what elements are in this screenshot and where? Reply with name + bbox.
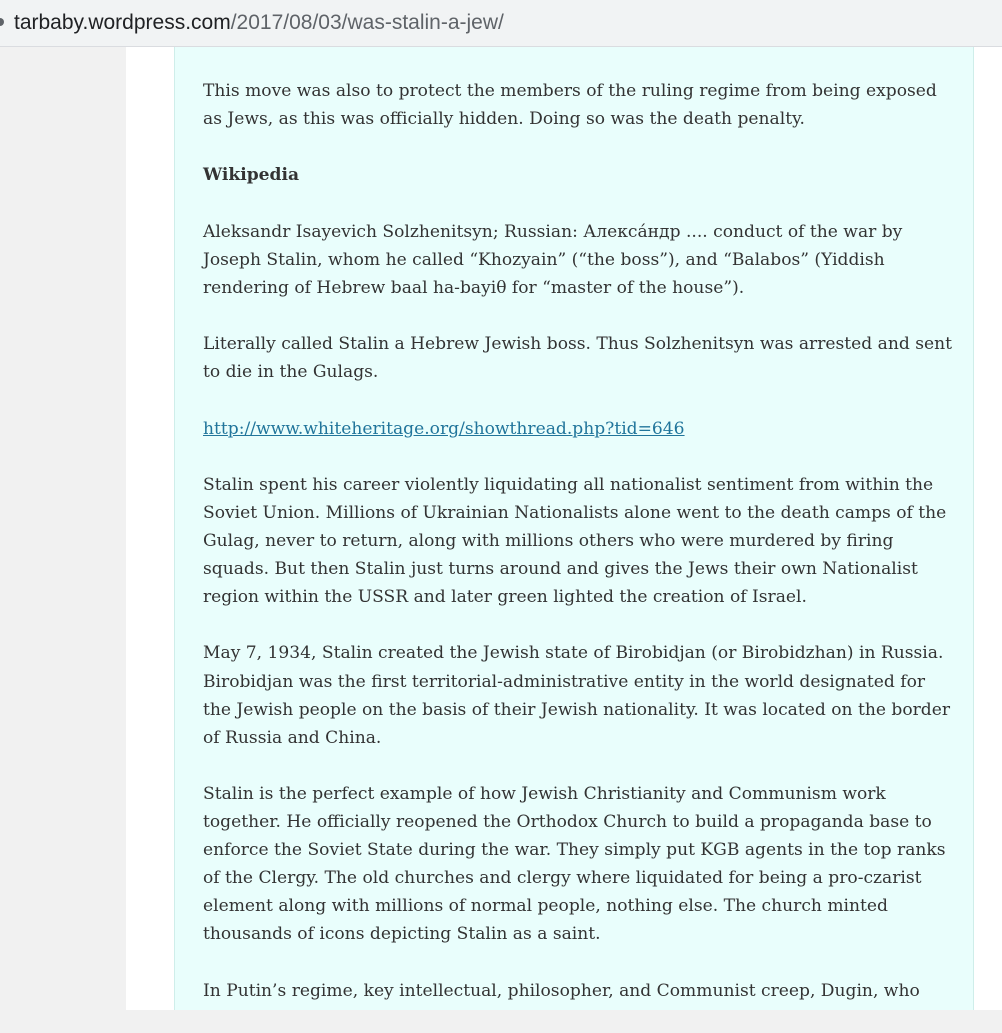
comment-paragraph-4: Stalin spent his career violently liquidating all nationalist sentiment from within the Soviet Union. Millions of Ukrainian Nationalists alone went to the death camps of the Gulag, never to return, along with millions others who were murdered by firing squads. But then Stalin just turns around and gives the Jews their own Nationalist region within the USSR and later green lighted the creation of Israel.	[203, 474, 947, 608]
url-text[interactable]	[14, 9, 504, 37]
comment-content	[203, 77, 953, 1033]
comment-paragraph-5: May 7, 1934, Stalin created the Jewish state of Birobidjan (or Birobidzhan) in Russia. Birobidjan was the first territorial-administrative entity in the world designated for the Jewish people on the basis of their Jewish nationality. It was located on the border of Russia and China.	[203, 643, 951, 748]
url-domain: tarbaby.wordpress.com	[14, 11, 231, 34]
comment-paragraph-2: Aleksandr Isayevich Solzhenitsyn; Russian: Алекса́ндр .... conduct of the war by Joseph Stalin, whom he called “Khozyain” (“the boss”), and “Balabos” (Yiddish rendering of Hebrew baal ha-bayiθ for “master of the house”).	[203, 221, 903, 298]
source-heading	[203, 161, 953, 189]
url-path: /2017/08/03/was-stalin-a-jew/	[230, 11, 504, 34]
comment-paragraph-6: Stalin is the perfect example of how Jewish Christianity and Communism work together. He officially reopened the Orthodox Church to build a propaganda base to enforce the Soviet State during the war. They simply put KGB agents in the top ranks of the Clergy. The old churches and clergy where liquidated for being a pro-czarist element along with millions of normal people, nothing else. The church minted thousands of icons depicting Stalin as a saint.	[203, 784, 946, 945]
source-heading-text: Wikipedia	[203, 165, 300, 186]
comment-paragraph-3: Literally called Stalin a Hebrew Jewish boss. Thus Solzhenitsyn was arrested and sent to die in the Gulags.	[203, 334, 952, 383]
link-paragraph	[203, 415, 953, 443]
site-info-icon[interactable]	[0, 18, 4, 26]
whiteheritage-link[interactable]: http://www.whiteheritage.org/showthread.php?tid=646	[203, 418, 685, 439]
comment-paragraph-7: In Putin’s regime, key intellectual, philosopher, and Communist creep, Dugin, who	[203, 980, 920, 1001]
left-page-gutter	[0, 47, 126, 1010]
comment-paragraph-1: This move was also to protect the members of the ruling regime from being exposed as Jews, as this was officially hidden. Doing so was the death penalty.	[203, 81, 937, 130]
address-bar[interactable]	[0, 0, 1002, 47]
